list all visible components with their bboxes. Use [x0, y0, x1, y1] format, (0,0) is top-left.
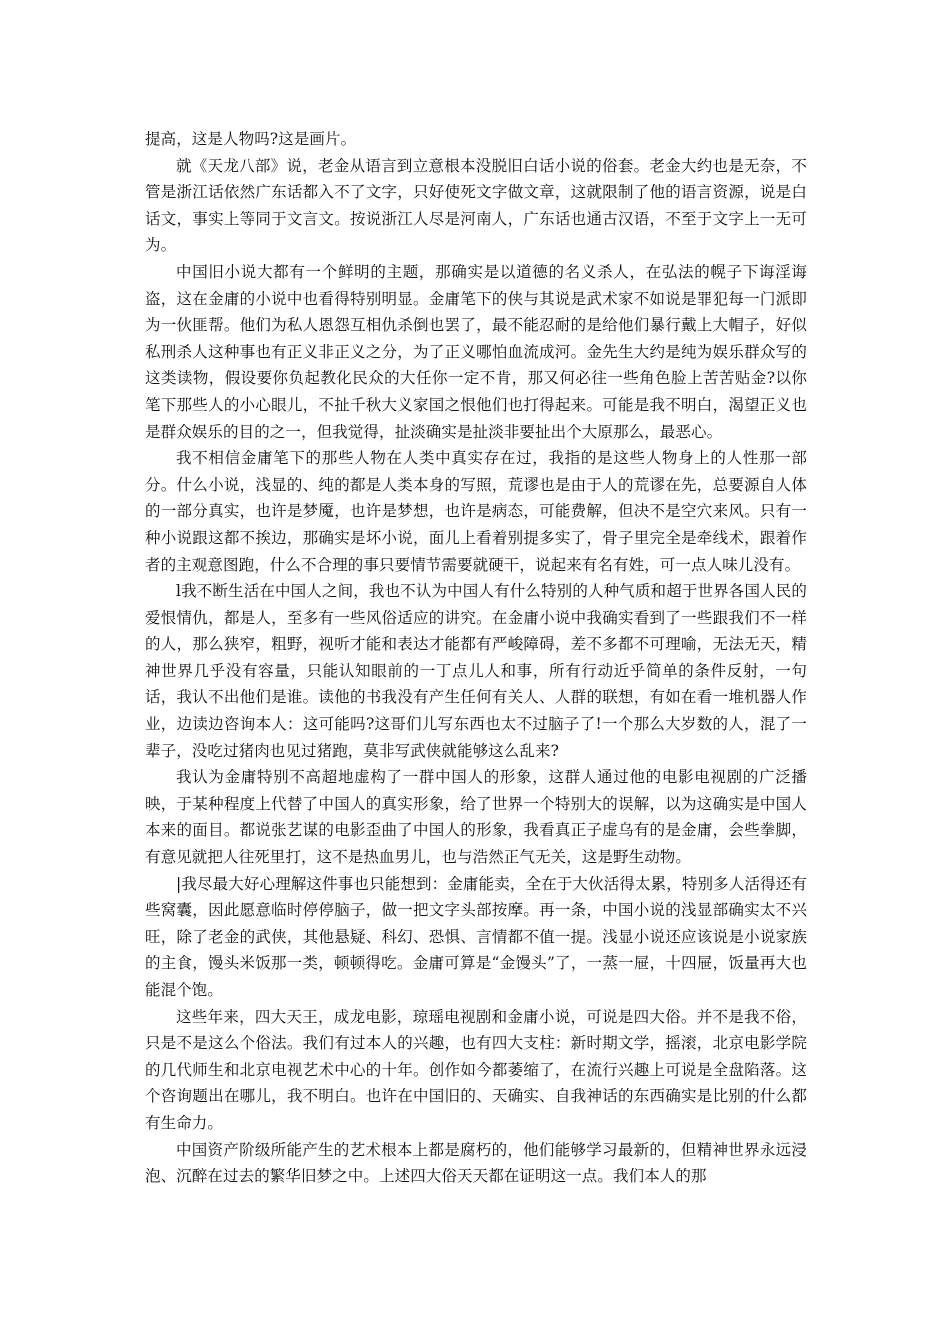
paragraph-6: 我认为金庸特别不高超地虚构了一群中国人的形象，这群人通过他的电影电视剧的广泛播映，于某种程度上代替了中国人的真实形象，给了世界一个特别大的误解，以为这确实是中国人本来的面目。都说张艺谋的电影歪曲了中国人的形象，我看真正子虚乌有的是金庸，会些拳脚，有意见就把人往死里打，这不是热血男儿，也与浩然正气无关，这是野生动物。: [145, 768, 807, 867]
paragraph-9: 中国资产阶级所能产生的艺术根本上都是腐朽的，他们能够学习最新的，但精神世界永远浸泡、沉醉在过去的繁华旧梦之中。上述四大俗天天都在证明这一点。我们本人的那: [145, 1140, 807, 1186]
paragraph-5: l我不断生活在中国人之间，我也不认为中国人有什么特别的人种气质和超于世界各国人民的爱恨情仇，都是人，至多有一些风俗适应的讲究。在金庸小说中我确实看到了一些跟我们不一样的人，那么狭窄，粗野，视听才能和表达才能都有严峻障碍，差不多都不可理喻，无法无天，精神世界几乎没有容量，只能认知眼前的一丁点儿人和事，所有行动近乎简单的条件反射，一句话，我认不出他们是谁。读他的书我没有产生任何有关人、人群的联想，有如在看一堆机器人作业，边读边咨询本人：这可能吗?这哥们儿写东西也太不过脑子了!一个那么大岁数的人，混了一辈子，没吃过猪肉也见过猪跑，莫非写武侠就能够这么乱来?: [145, 582, 807, 760]
paragraph-2: 就《天龙八部》说，老金从语言到立意根本没脱旧白话小说的俗套。老金大约也是无奈，不管是浙江话依然广东话都入不了文字，只好使死文字做文章，这就限制了他的语言资源，说是白话文，事实上等同于文言文。按说浙江人尽是河南人，广东话也通古汉语，不至于文字上一无可为。: [145, 156, 807, 255]
paragraph-1: 提高，这是人物吗?这是画片。: [145, 130, 357, 148]
paragraph-7: |我尽最大好心理解这件事也只能想到：金庸能卖，全在于大伙活得太累，特别多人活得还有些窝囊，因此愿意临时停停脑子，做一把文字头部按摩。再一条，中国小说的浅显部确实太不兴旺，除了老金的武侠，其他悬疑、科幻、恐惧、言情都不值一提。浅显小说还应该说是小说家族的主食，馒头米饭那一类，顿顿得吃。金庸可算是“金馒头”了，一蒸一屉，十四屉，饭量再大也能混个饱。: [145, 874, 807, 999]
paragraph-4: 我不相信金庸笔下的那些人物在人类中真实存在过，我指的是这些人物身上的人性那一部分。什么小说，浅显的、纯的都是人类本身的写照，荒谬也是由于人的荒谬在先，总要源自人体的一部分真实，也许是梦魇，也许是梦想，也许是病态，可能费解，但决不是空穴来风。只有一种小说跟这都不挨边，那确实是坏小说，面儿上看着别提多实了，骨子里完全是牵线术，跟着作者的主观意图跑，什么不合理的事只要情节需要就硬干，说起来有名有姓，可一点人味儿没有。: [145, 449, 807, 574]
paragraph-8: 这些年来，四大天王，成龙电影，琼瑶电视剧和金庸小说，可说是四大俗。并不是我不俗，只是不是这么个俗法。我们有过本人的兴趣，也有四大支柱：新时期文学，摇滚，北京电影学院的几代师生和北京电视艺术中心的十年。创作如今都萎缩了，在流行兴趣上可说是全盘陷落。这个咨询题出在哪儿，我不明白。也许在中国旧的、天确实、自我神话的东西确实是比别的什么都有生命力。: [145, 1007, 807, 1132]
paragraph-3: 中国旧小说大都有一个鲜明的主题，那确实是以道德的名义杀人，在弘法的幌子下诲淫诲盗，这在金庸的小说中也看得特别明显。金庸笔下的侠与其说是武术家不如说是罪犯每一门派即为一伙匪帮。他们为私人恩怨互相仇杀倒也罢了，最不能忍耐的是给他们暴行戴上大帽子，好似私刑杀人这种事也有正义非正义之分，为了正义哪怕血流成河。金先生大约是纯为娱乐群众写的这类读物，假设要你负起教化民众的大任你一定不肯，那又何必往一些角色脸上苦苦贴金?以你笔下那些人的小心眼儿，不扯千秋大义家国之恨他们也打得起来。可能是我不明白，渴望正义也是群众娱乐的目的之一，但我觉得，扯淡确实是扯淡非要扯出个大原那么，最恶心。: [145, 262, 807, 441]
article-body: [145, 126, 807, 1190]
